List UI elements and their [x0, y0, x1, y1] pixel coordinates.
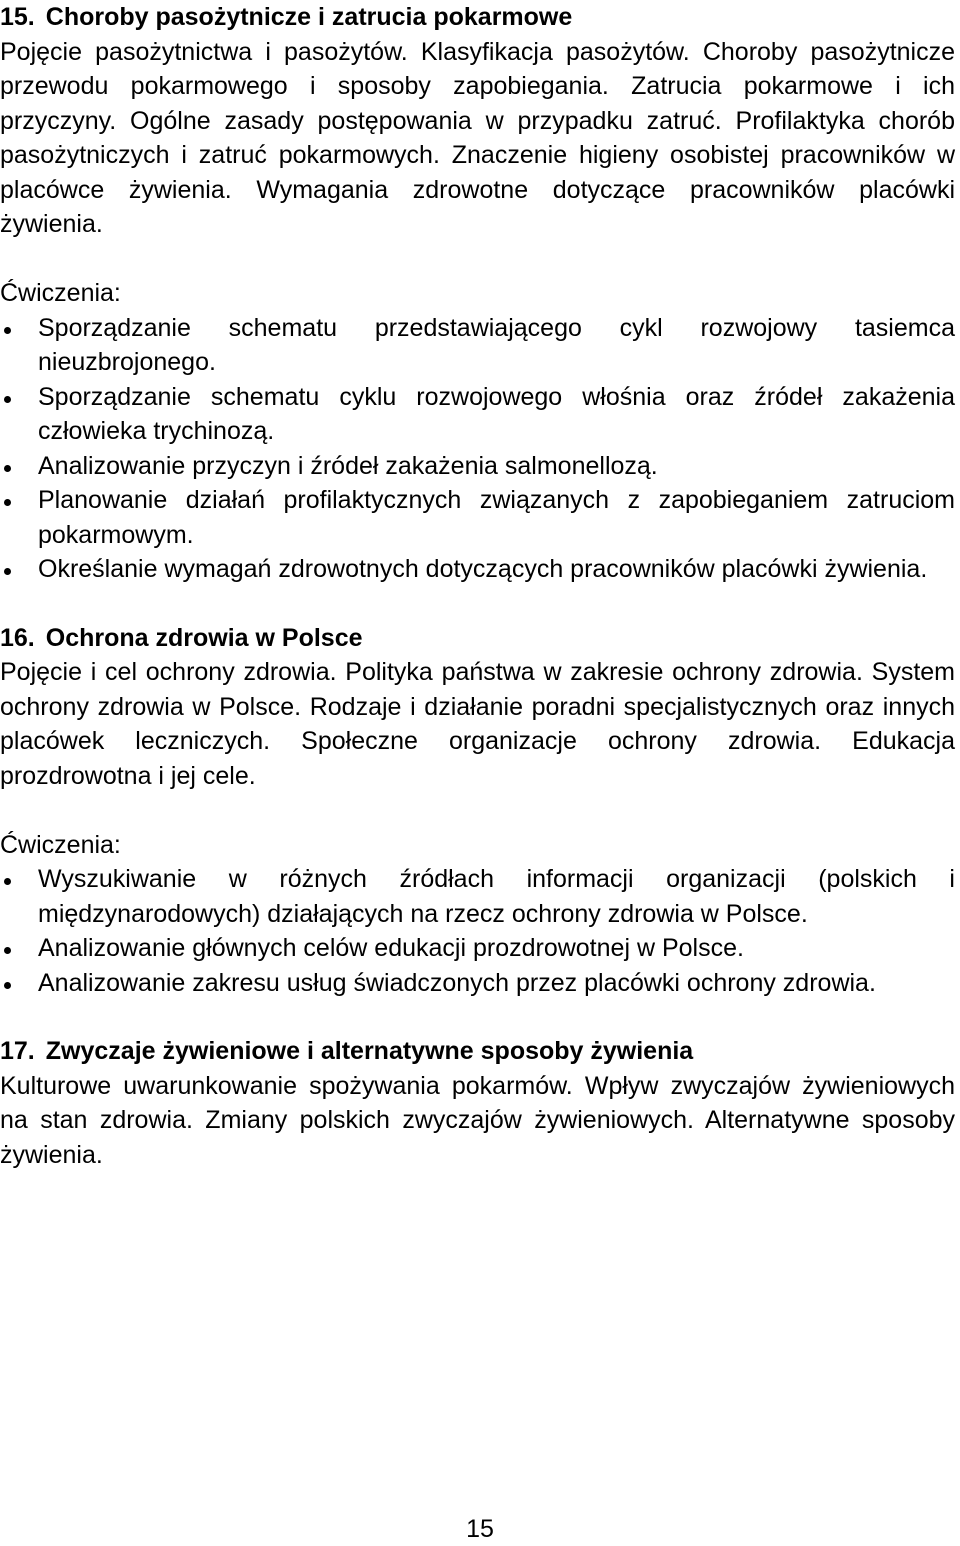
list-item-text: Analizowanie przyczyn i źródeł zakażenia salmonellozą. [38, 451, 658, 480]
list-item [0, 483, 955, 552]
list-item [0, 380, 955, 449]
list-item [0, 862, 955, 931]
section-17 [0, 1034, 955, 1172]
section-number: 15. [0, 3, 35, 31]
bullet-icon [0, 862, 38, 897]
section-description: Pojęcie i cel ochrony zdrowia. Polityka państwa w zakresie ochrony zdrowia. System ochrony zdrowia w Polsce. Rodzaje i działanie poradni specjalistycznych oraz innych placówek leczniczych. Społeczne organizacje ochrony zdrowia. Edukacja prozdrowotna i jej cele. [0, 658, 955, 790]
list-item-text: Wyszukiwanie w różnych źródłach informacji organizacji (polskich i międzynarodowych) działających na rzecz ochrony zdrowia w Polsce. [38, 865, 955, 928]
section-title: Zwyczaje żywieniowe i alternatywne sposoby żywienia [45, 1037, 694, 1065]
exercises-label: Ćwiczenia: [0, 279, 121, 307]
list-item [0, 931, 955, 966]
bullet-icon [0, 483, 38, 518]
exercises-list [0, 862, 955, 1000]
section-heading [0, 621, 955, 656]
list-item [0, 552, 955, 587]
section-number: 16. [0, 623, 35, 652]
section-description: Pojęcie pasożytnictwa i pasożytów. Klasyfikacja pasożytów. Choroby pasożytnicze przewodu pokarmowego i sposoby zapobiegania. Zatrucia pokarmowe i ich przyczyny. Ogólne zasady postępowania w przypadku zatruć. Profilaktyka chorób pasożytniczych i zatruć pokarmowych. Znaczenie higieny osobistej pracowników w placówce żywienia. Wymagania zdrowotne dotyczące pracowników placówki żywienia. [0, 37, 955, 238]
section-heading [0, 1034, 955, 1069]
list-item-text: Analizowanie zakresu usług świadczonych przez placówki ochrony zdrowia. [38, 968, 876, 997]
list-item-text: Sporządzanie schematu przedstawiającego cykl rozwojowy tasiemca nieuzbrojonego. [38, 313, 955, 376]
section-title: Choroby pasożytnicze i zatrucia pokarmowe [45, 3, 573, 31]
list-item [0, 966, 955, 1001]
list-item-text: Planowanie działań profilaktycznych związanych z zapobieganiem zatruciom pokarmowym. [38, 486, 955, 549]
bullet-icon [0, 380, 38, 415]
bullet-icon [0, 552, 38, 587]
exercises-label: Ćwiczenia: [0, 830, 121, 859]
list-item-text: Określanie wymagań zdrowotnych dotyczących pracowników placówki żywienia. [38, 555, 928, 583]
section-heading [0, 0, 955, 35]
bullet-icon [0, 931, 38, 966]
page-number: 15 [466, 1515, 494, 1543]
section-description: Kulturowe uwarunkowanie spożywania pokarmów. Wpływ zwyczajów żywieniowych na stan zdrowia. Zmiany polskich zwyczajów żywieniowych. Alternatywne sposoby żywienia. [0, 1071, 955, 1169]
list-item-text: Sporządzanie schematu cyklu rozwojowego włośnia oraz źródeł zakażenia człowieka trychinozą. [38, 382, 955, 445]
list-item-text: Analizowanie głównych celów edukacji prozdrowotnej w Polsce. [38, 934, 744, 962]
bullet-icon [0, 311, 38, 346]
exercises-list [0, 311, 955, 587]
section-16 [0, 621, 955, 1001]
section-title: Ochrona zdrowia w Polsce [45, 623, 363, 652]
bullet-icon [0, 449, 38, 484]
section-number: 17. [0, 1037, 35, 1065]
list-item [0, 449, 955, 484]
section-15 [0, 0, 955, 587]
list-item [0, 311, 955, 380]
bullet-icon [0, 966, 38, 1001]
